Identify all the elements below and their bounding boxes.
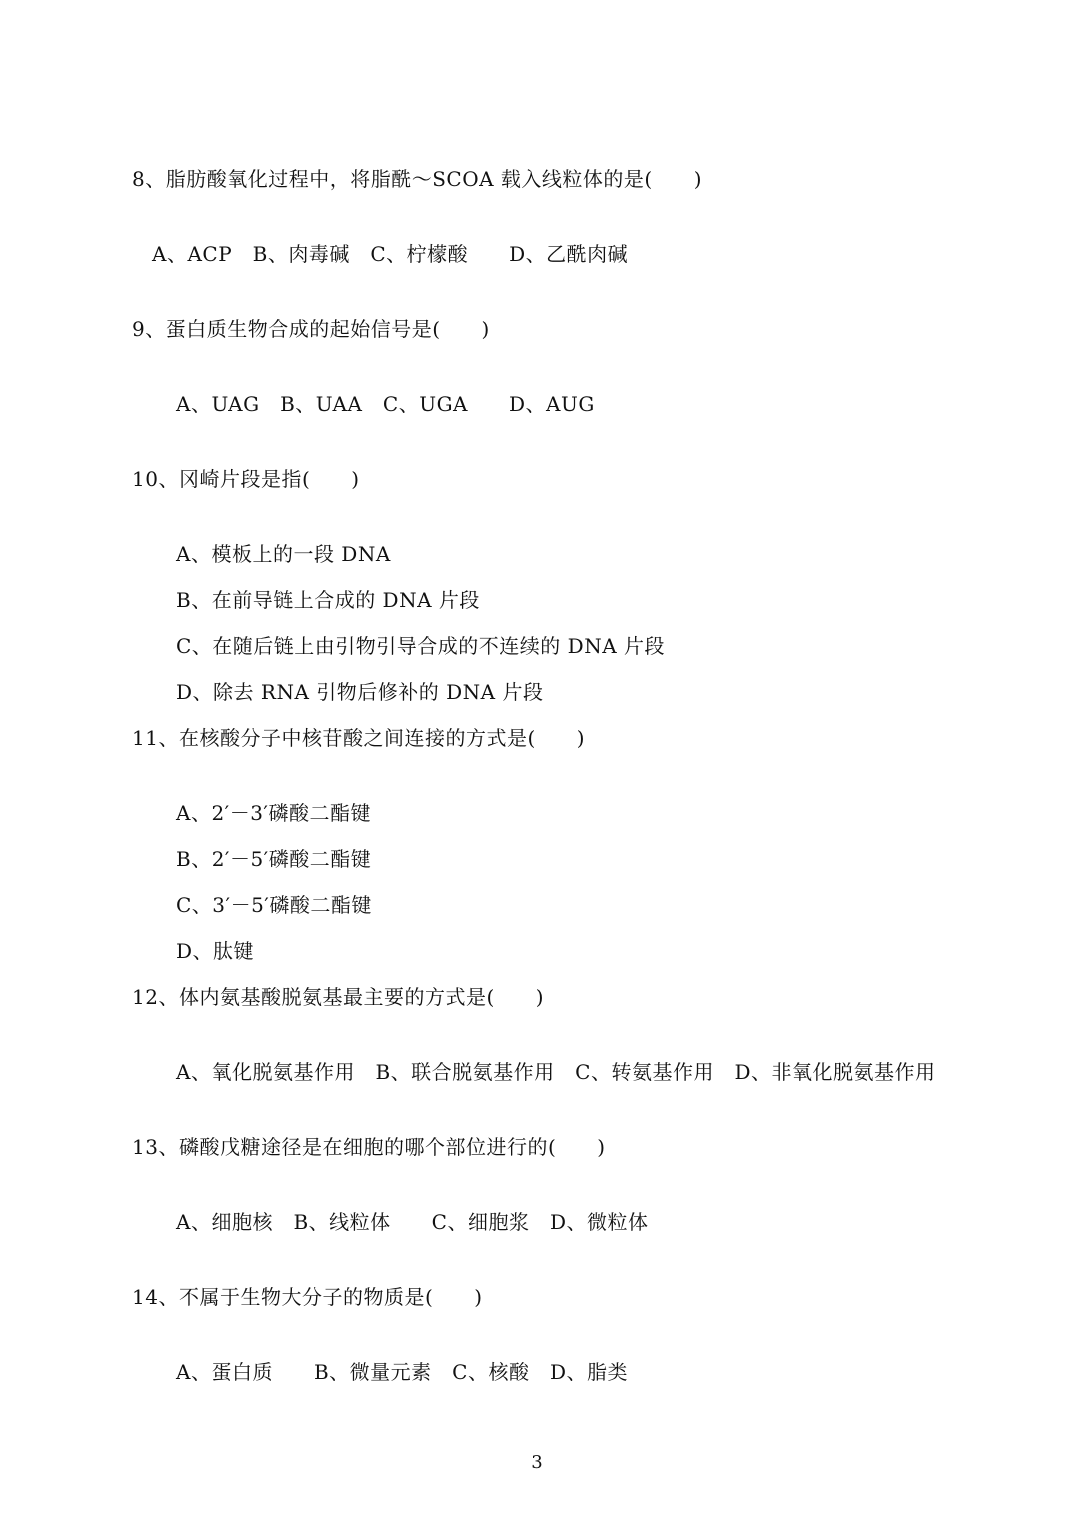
question-11-option-a: A、2′－3′磷酸二酯键 — [176, 801, 371, 825]
question-13-options: A、细胞核 B、线粒体 C、细胞浆 D、微粒体 — [176, 1210, 649, 1234]
question-10-option-b: B、在前导链上合成的 DNA 片段 — [176, 588, 480, 612]
question-10-option-c: C、在随后链上由引物引导合成的不连续的 DNA 片段 — [176, 634, 665, 658]
question-12-stem: 12、体内氨基酸脱氨基最主要的方式是( ) — [132, 985, 545, 1009]
question-13-stem: 13、磷酸戊糖途径是在细胞的哪个部位进行的( ) — [132, 1135, 606, 1159]
question-10-stem: 10、冈崎片段是指( ) — [132, 467, 360, 491]
question-11-stem: 11、在核酸分子中核苷酸之间连接的方式是( ) — [132, 726, 586, 750]
question-9-stem: 9、蛋白质生物合成的起始信号是( ) — [132, 317, 490, 341]
page-number: 3 — [531, 1452, 543, 1473]
question-9-options: A、UAG B、UAA C、UGA D、AUG — [176, 392, 595, 416]
question-10-option-d: D、除去 RNA 引物后修补的 DNA 片段 — [176, 680, 544, 704]
question-8-options: A、ACP B、肉毒碱 C、柠檬酸 D、乙酰肉碱 — [152, 242, 629, 266]
question-8-stem: 8、脂肪酸氧化过程中，将脂酰～SCOA 载入线粒体的是( ) — [132, 167, 703, 191]
question-11-option-b: B、2′－5′磷酸二酯键 — [176, 847, 372, 871]
question-14-stem: 14、不属于生物大分子的物质是( ) — [132, 1285, 483, 1309]
question-14-options: A、蛋白质 B、微量元素 C、核酸 D、脂类 — [176, 1360, 628, 1384]
question-11-option-c: C、3′－5′磷酸二酯键 — [176, 893, 372, 917]
question-11-option-d: D、肽键 — [176, 939, 255, 963]
question-12-options: A、氧化脱氨基作用 B、联合脱氨基作用 C、转氨基作用 D、非氧化脱氨基作用 — [176, 1060, 936, 1084]
question-10-option-a: A、模板上的一段 DNA — [176, 542, 391, 566]
